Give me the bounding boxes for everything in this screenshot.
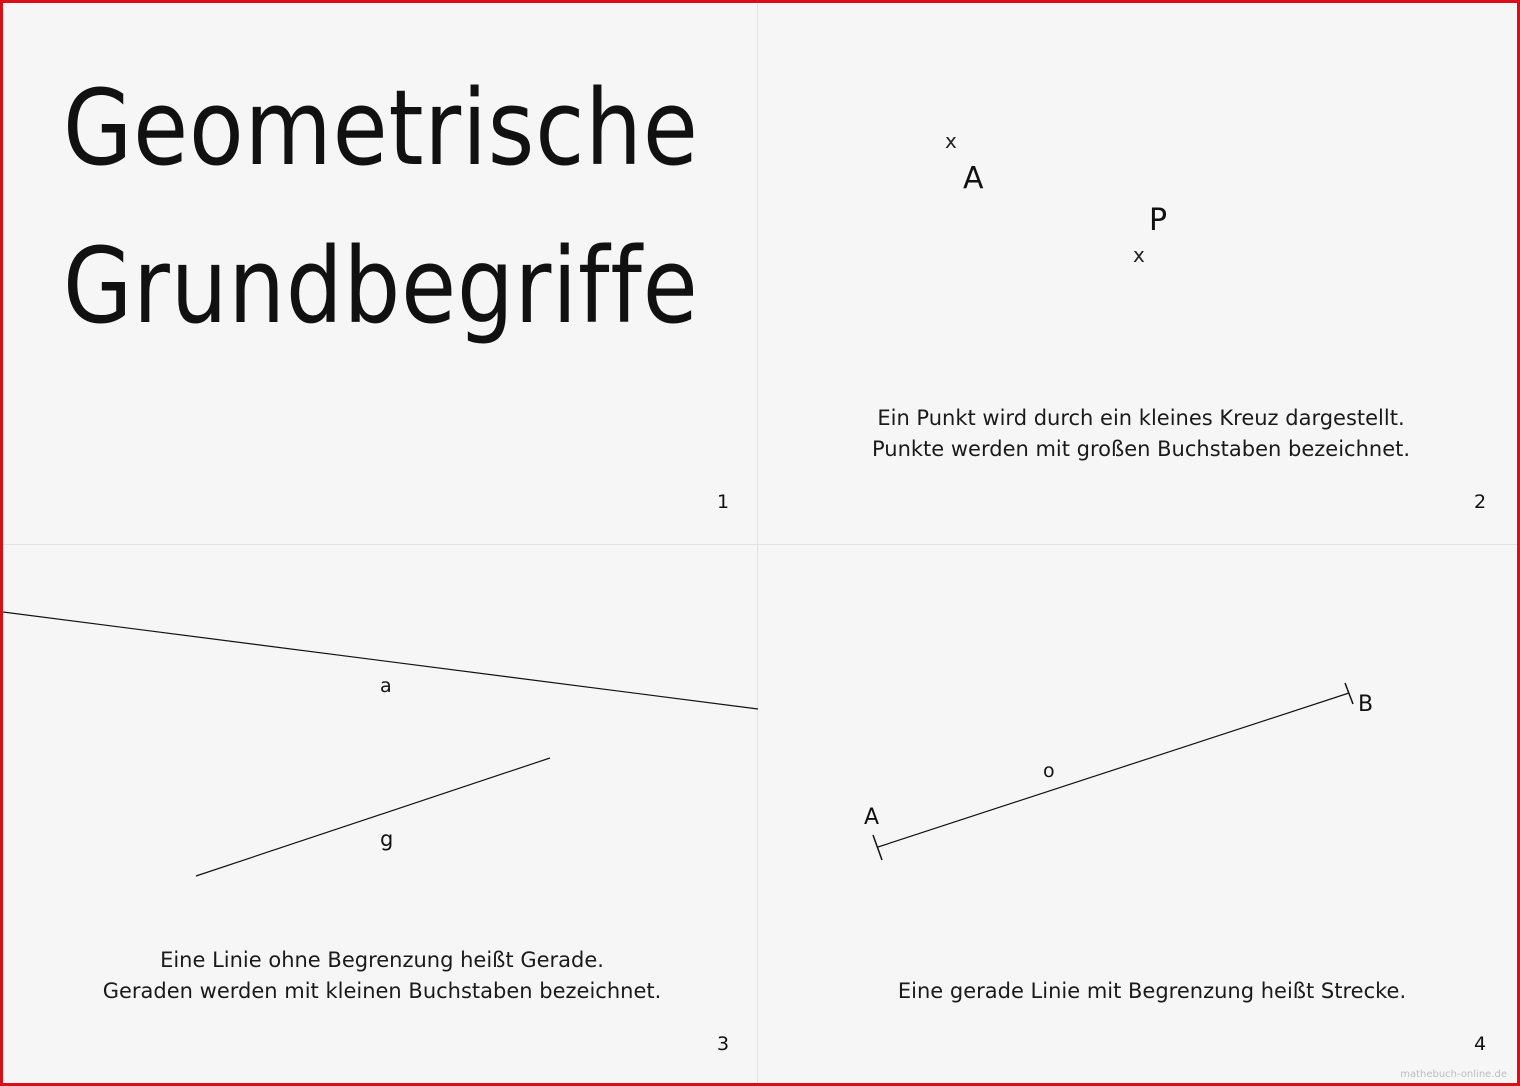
page-number-3: 3 [717,1033,730,1055]
segment-endpoint-b-label: B [1358,692,1374,717]
geometry-drawing [3,3,1520,1086]
page-number-1: 1 [717,491,730,513]
panel2-caption-line2: Punkte werden mit großen Buchstaben bezeichnet. [871,437,1411,461]
title-line-1: Geometrische [63,67,699,189]
panel4-caption-line1: Eine gerade Linie mit Begrenzung heißt Strecke. [897,979,1407,1003]
panel3-caption-line2: Geraden werden mit kleinen Buchstaben bezeichnet. [102,979,662,1003]
line-a-label: a [380,675,392,697]
page-number-4: 4 [1474,1033,1487,1055]
panel3-caption-line1: Eine Linie ohne Begrenzung heißt Gerade. [160,948,604,972]
point-p-cross-icon: x [1133,243,1145,267]
segment-ab [878,693,1349,847]
page-number-2: 2 [1474,491,1487,513]
segment-label: o [1043,760,1055,782]
point-a-cross-icon: x [945,129,957,153]
watermark: mathebuch-online.de [1400,1069,1507,1080]
point-p-label: P [1149,203,1168,238]
segment-endpoint-a-label: A [864,805,880,830]
line-g [196,758,550,876]
point-a-label: A [963,161,984,196]
title-line-2: Grundbegriffe [63,225,699,347]
panel2-caption-line1: Ein Punkt wird durch ein kleines Kreuz dargestellt. [877,406,1405,430]
segment-end-a-tick [873,835,882,860]
line-g-label: g [380,827,394,851]
